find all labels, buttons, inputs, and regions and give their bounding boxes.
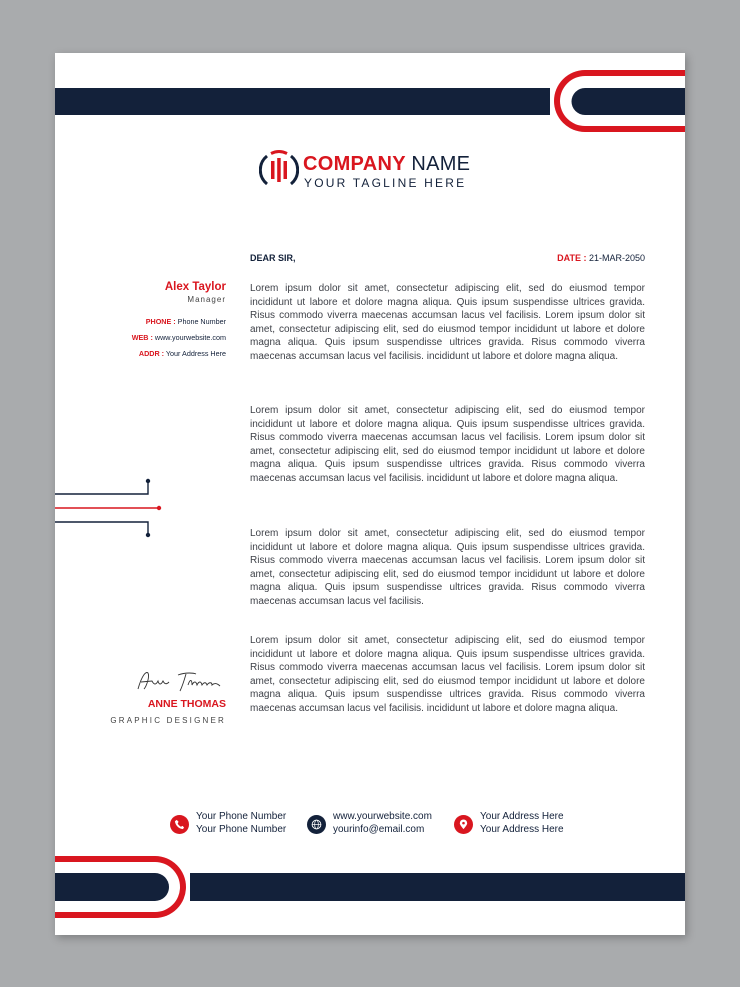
signatory-name: ANNE THOMAS	[147, 698, 226, 710]
body-paragraph-4: Lorem ipsum dolor sit amet, consectetur adipiscing elit, sed do eiusmod tempor incididunt ut labore et dolore magna aliqua. Quis ipsum suspendisse ultrices gravida. Risus commodo viverra maecenas accumsan lacus vel facilisis. Lorem ipsum dolor sit amet, consectetur adipiscing elit, sed do eiusmod tempor incididunt ut labore et dolore magna aliqua. Quis ipsum suspendisse ultrices gravida. Risus commodo viverra maecenas accumsan lacus vel facilisis. incididunt ut labore et dolore magna aliqua.	[250, 635, 645, 714]
sender-phone	[146, 317, 226, 326]
logo-mark-icon	[259, 150, 299, 190]
body-paragraph-2: Lorem ipsum dolor sit amet, consectetur adipiscing elit, sed do eiusmod tempor incididunt ut labore et dolore magna aliqua. Quis ipsum suspendisse ultrices gravida. Risus commodo viverra maecenas accumsan lacus vel facilisis. Lorem ipsum dolor sit amet, consectetur adipiscing elit, sed do eiusmod tempor incididunt ut labore et dolore magna aliqua. Quis ipsum suspendisse ultrices gravida. Risus commodo viverra maecenas accumsan lacus vel facilisis. incididunt ut labore et dolore magna aliqua.	[250, 405, 645, 484]
salutation: DEAR SIR,	[250, 253, 296, 263]
company-tagline: YOUR TAGLINE HERE	[304, 176, 467, 190]
bottom-navy-bar	[190, 873, 685, 901]
footer-web	[307, 810, 447, 840]
sender-web	[132, 333, 226, 342]
footer-phone-line-2: Your Phone Number	[196, 824, 287, 835]
sender-phone-value: Phone Number	[177, 317, 226, 326]
footer-address	[454, 810, 594, 840]
top-navy-bar	[55, 88, 550, 115]
company-name-light: NAME	[411, 153, 471, 175]
company-name	[303, 153, 470, 176]
footer-website: www.yourwebsite.com	[333, 811, 432, 822]
letter-date	[557, 253, 645, 263]
sender-address-value: Your Address Here	[165, 349, 226, 358]
date-value: 21-MAR-2050	[588, 253, 645, 263]
footer-address-text	[480, 810, 564, 836]
top-navy-capsule	[572, 88, 686, 115]
bottom-band-decoration	[55, 843, 685, 923]
footer-phone-line-1: Your Phone Number	[196, 811, 287, 822]
company-name-bold: COMPANY	[303, 153, 406, 175]
globe-icon	[307, 815, 326, 834]
body-paragraph-3: Lorem ipsum dolor sit amet, consectetur adipiscing elit, sed do eiusmod tempor incididunt ut labore et dolore magna aliqua. Quis ipsum suspendisse ultrices gravida. Risus commodo viverra maecenas accumsan lacus vel facilisis. Lorem ipsum dolor sit amet, consectetur adipiscing elit, sed do eiusmod tempor incididunt ut labore et dolore magna aliqua. Quis ipsum suspendisse ultrices gravida. Risus commodo viverra maecenas accumsan lacus vel facilisis.	[250, 528, 645, 607]
date-label: DATE :	[557, 253, 587, 263]
sender-role: Manager	[187, 295, 226, 304]
footer-address-line-1: Your Address Here	[480, 811, 564, 822]
footer-web-text	[333, 810, 432, 836]
location-pin-icon	[454, 815, 473, 834]
sender-web-value: www.yourwebsite.com	[154, 333, 226, 342]
phone-icon	[170, 815, 189, 834]
footer-email: yourinfo@email.com	[333, 824, 425, 835]
signatory-role: GRAPHIC DESIGNER	[110, 716, 226, 725]
sender-phone-label: PHONE :	[145, 317, 176, 326]
handwritten-signature	[134, 669, 224, 695]
sender-web-label: WEB :	[131, 333, 153, 342]
letterhead-page	[55, 53, 685, 935]
sender-name: Alex Taylor	[164, 281, 226, 293]
body-paragraph-1: Lorem ipsum dolor sit amet, consectetur adipiscing elit, sed do eiusmod tempor incididunt ut labore et dolore magna aliqua. Quis ipsum suspendisse ultrices gravida. Risus commodo viverra maecenas accumsan lacus vel facilisis. Lorem ipsum dolor sit amet, consectetur adipiscing elit, sed do eiusmod tempor incididunt ut labore et dolore magna aliqua. Quis ipsum suspendisse ultrices gravida. Risus commodo viverra maecenas accumsan lacus vel facilisis. incididunt ut labore et dolore magna aliqua.	[250, 283, 645, 362]
circuit-lines-decoration	[55, 473, 165, 543]
footer-phone	[170, 810, 310, 840]
top-band-decoration	[55, 53, 685, 153]
footer-address-line-2: Your Address Here	[480, 824, 564, 835]
footer-phone-text	[196, 810, 286, 836]
sender-address-label: ADDR :	[138, 349, 165, 358]
sender-address	[139, 349, 226, 358]
bottom-navy-capsule	[55, 873, 169, 901]
